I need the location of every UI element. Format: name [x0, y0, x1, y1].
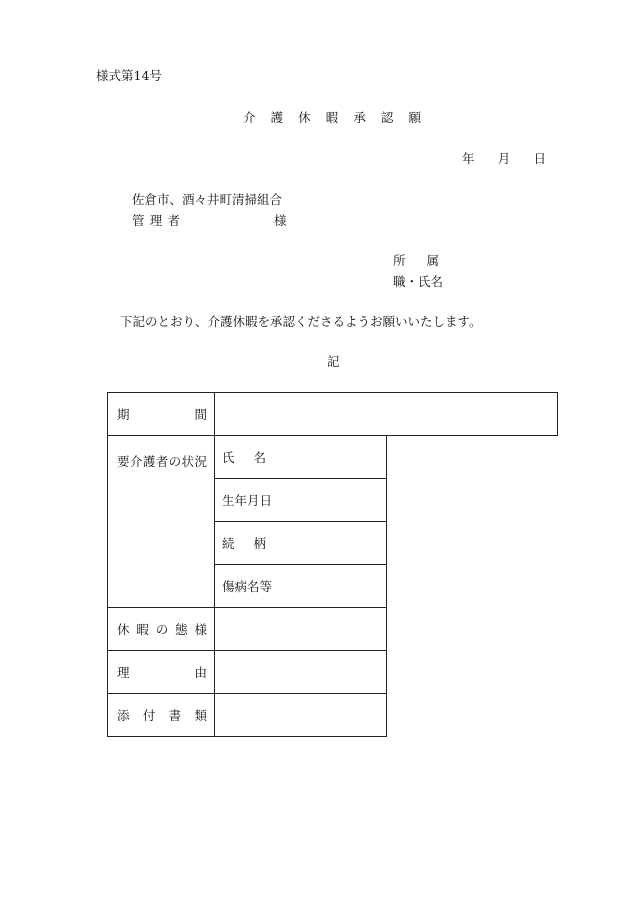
- form-number: 様式第14号: [96, 68, 162, 83]
- attachments-label: [108, 694, 215, 737]
- label-char: 休: [117, 622, 130, 637]
- date-day-label: 日: [533, 151, 546, 166]
- label-char: 書: [168, 708, 182, 723]
- label-char: 間: [194, 407, 207, 422]
- table-row: [108, 393, 558, 436]
- relationship-field[interactable]: [215, 522, 387, 565]
- label-char: 護: [142, 454, 156, 469]
- affiliation-char: 所: [393, 253, 406, 268]
- role-char: 理: [149, 213, 163, 228]
- title-char: 介: [243, 110, 256, 125]
- label-char: 名: [253, 450, 266, 465]
- title-char: 願: [408, 110, 421, 125]
- label-char: 様: [194, 622, 207, 637]
- addressee-role: [132, 215, 180, 228]
- label-char: 者: [155, 454, 169, 469]
- addressee-honorific: 様: [274, 213, 287, 228]
- label-char: 由: [194, 665, 207, 680]
- label-char: 理: [117, 665, 130, 680]
- table-row: [108, 436, 558, 479]
- role-char: 者: [167, 213, 180, 228]
- leave-form-table: [107, 392, 558, 737]
- title-char: 承: [353, 110, 366, 125]
- affiliation-char: 属: [426, 253, 439, 268]
- label-char: 類: [194, 708, 207, 723]
- label-char: 態: [175, 622, 188, 637]
- title-char: 暇: [325, 110, 339, 125]
- illness-field[interactable]: [215, 565, 387, 608]
- label-char: 暇: [136, 622, 149, 637]
- title-char: 護: [270, 110, 284, 125]
- label-char: 柄: [253, 536, 266, 551]
- addressee-line: [132, 213, 287, 228]
- addressee-organization: 佐倉市、酒々井町清掃組合: [132, 192, 283, 207]
- label-char: 期: [117, 407, 130, 422]
- care-name-field[interactable]: [215, 436, 387, 479]
- table-row: [108, 694, 558, 737]
- leave-mode-label: [108, 608, 215, 651]
- birthdate-field[interactable]: [215, 479, 387, 522]
- period-field[interactable]: [215, 393, 558, 436]
- care-status-label: [108, 436, 215, 608]
- role-char: 管: [132, 213, 145, 228]
- label-char: 付: [142, 708, 156, 723]
- title-char: 認: [380, 110, 394, 125]
- request-text: 下記のとおり、介護休暇を承認くださるようお願いいたします。: [120, 314, 482, 329]
- attachments-field[interactable]: [215, 694, 387, 737]
- label-char: 添: [117, 708, 130, 723]
- document-title: [243, 112, 421, 125]
- date-line: [462, 153, 546, 166]
- label-char: の: [155, 622, 169, 637]
- title-char: 休: [298, 110, 311, 125]
- ki-heading: 記: [327, 354, 340, 369]
- date-month-label: 月: [497, 151, 511, 166]
- table-row: [108, 651, 558, 694]
- reason-label: [108, 651, 215, 694]
- label-char: 状: [181, 454, 195, 469]
- label-char: 況: [194, 454, 207, 469]
- position-name-label: 職・氏名: [393, 274, 444, 289]
- affiliation-label: [393, 255, 439, 268]
- relationship-label: [222, 534, 266, 552]
- illness-label: 傷病名等: [222, 579, 273, 594]
- label-char: 介: [129, 454, 143, 469]
- table-row: [108, 608, 558, 651]
- care-name-label: [222, 448, 266, 466]
- period-label: [108, 393, 215, 436]
- label-char: の: [168, 454, 182, 469]
- label-char: 氏: [222, 450, 235, 465]
- leave-mode-field[interactable]: [215, 608, 387, 651]
- label-char: 続: [222, 536, 235, 551]
- reason-field[interactable]: [215, 651, 387, 694]
- label-char: 要: [117, 454, 130, 469]
- birthdate-label: 生年月日: [222, 493, 273, 508]
- date-year-label: 年: [462, 151, 475, 166]
